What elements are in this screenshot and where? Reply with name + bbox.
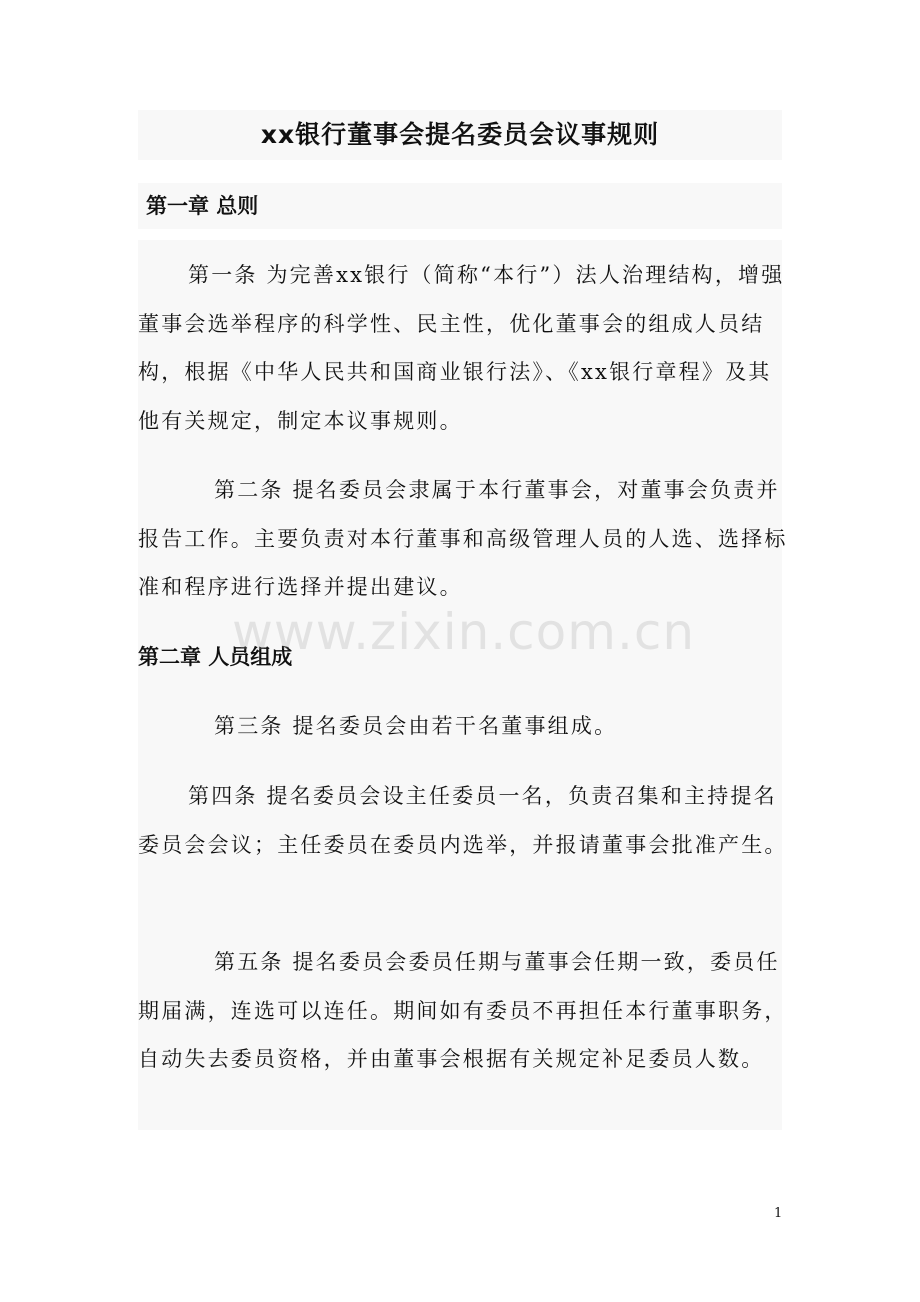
article-3: 第三条 提名委员会由若干名董事组成。 <box>214 714 618 738</box>
article-4: 第四条 提名委员会设主任委员一名，负责召集和主持提名委员会会议；主任委员在委员内选举，并报请董事会批准产生。 <box>138 784 788 857</box>
article-5: 第五条 提名委员会委员任期与董事会任期一致，委员任期届满，连选可以连任。期间如有委员不再担任本行董事职务，自动失去委员资格，并由董事会根据有关规定补足委员人数。 <box>138 950 788 1071</box>
article-2: 第二条 提名委员会隶属于本行董事会，对董事会负责并报告工作。主要负责对本行董事和高级管理人员的人选、选择标准和程序进行选择并提出建议。 <box>138 478 788 599</box>
page-number: 1 <box>774 1206 783 1221</box>
article-1: 第一条 为完善xx银行（简称“本行”）法人治理结构，增强董事会选举程序的科学性、民主性，优化董事会的组成人员结构，根据《中华人民共和国商业银行法》、《xx银行章程》及其他有关规定，制定本议事规则。 <box>138 263 785 433</box>
chapter-heading-1: 第一章 总则 <box>138 183 782 229</box>
watermark: www.zixin.com.cn <box>232 603 696 661</box>
chapter-heading-2: 第二章 人员组成 <box>138 634 782 680</box>
document-title: xx银行董事会提名委员会议事规则 <box>138 110 782 160</box>
